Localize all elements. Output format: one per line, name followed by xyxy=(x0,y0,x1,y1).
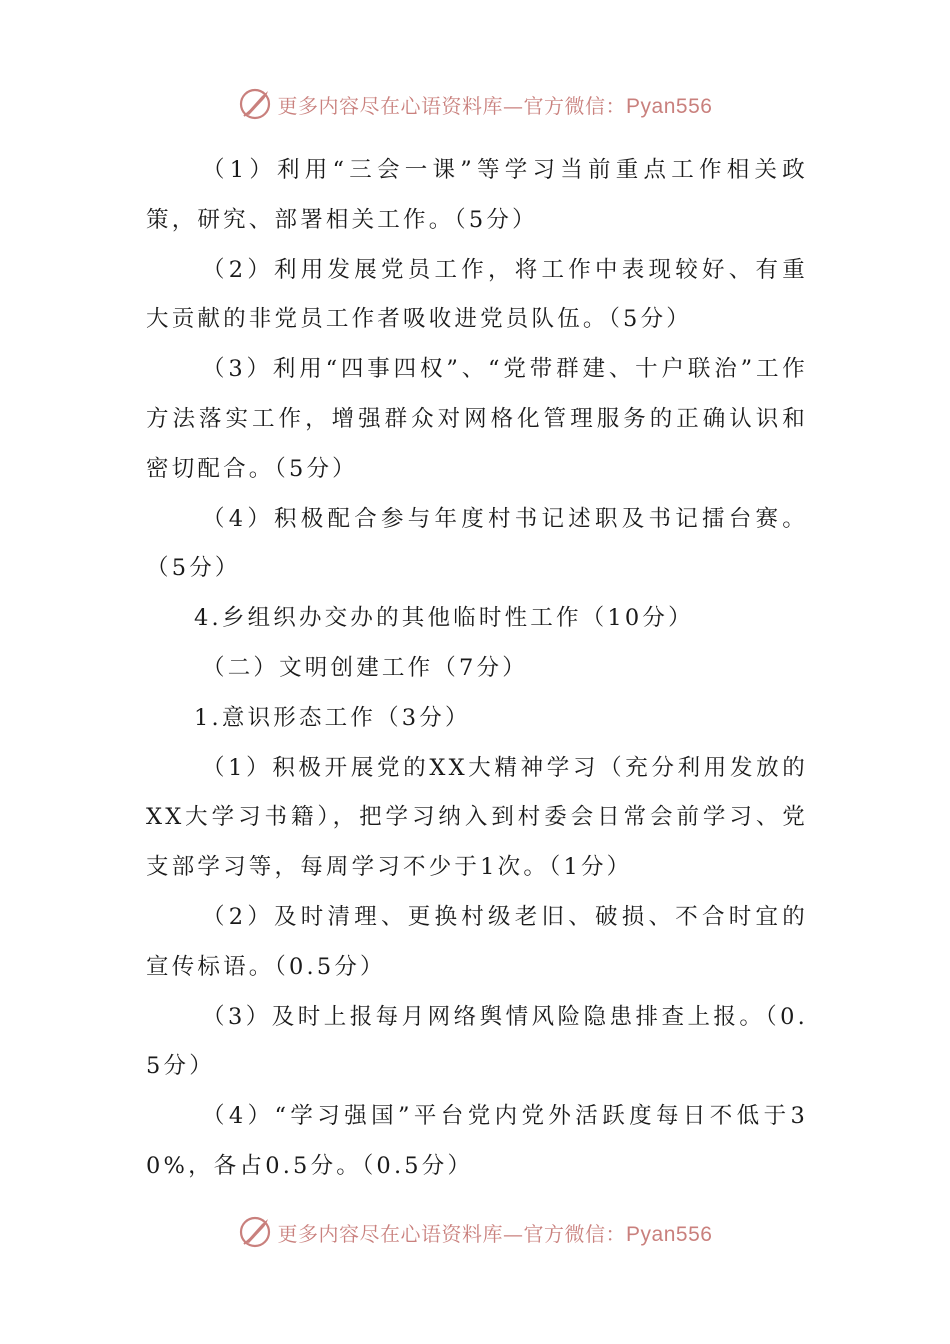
footer-text: 更多内容尽在心语资料库—官方微信：Pyan556 xyxy=(277,1221,713,1246)
document-body xyxy=(146,146,808,1192)
header-watermark xyxy=(0,82,950,126)
paragraph-1: （1）利用“三会一课”等学习当前重点工作相关政策，研究、部署相关工作。（5分） xyxy=(146,157,808,233)
quill-logo-icon xyxy=(238,87,272,121)
paragraph-7: 1.意识形态工作（3分） xyxy=(194,704,471,731)
paragraph-4: （4）积极配合参与年度村书记述职及书记擂台赛。（5分） xyxy=(146,505,808,582)
header-text: 更多内容尽在心语资料库—官方微信：Pyan556 xyxy=(277,93,713,118)
paragraph-2: （2）利用发展党员工作，将工作中表现较好、有重大贡献的非党员工作者吸收进党员队伍。（5分） xyxy=(146,256,808,333)
paragraph-11: （4）“学习强国”平台党内党外活跃度每日不低于30%，各占0.5分。（0.5分） xyxy=(146,1103,808,1179)
paragraph-9: （2）及时清理、更换村级老旧、破损、不合时宜的宣传标语。（0.5分） xyxy=(146,903,808,980)
paragraph-5: 4.乡组织办交办的其他临时性工作（10分） xyxy=(194,605,694,632)
quill-logo-icon xyxy=(238,1215,272,1249)
footer-watermark xyxy=(0,1210,950,1254)
paragraph-10: （3）及时上报每月网络舆情风险隐患排查上报。（0.5分） xyxy=(146,1003,808,1080)
paragraph-6: （二）文明创建工作（7分） xyxy=(202,654,528,681)
paragraph-8: （1）积极开展党的XX大精神学习（充分利用发放的XX大学习书籍），把学习纳入到村委会日常会前学习、党支部学习等，每周学习不少于1次。（1分） xyxy=(146,754,808,881)
paragraph-3: （3）利用“四事四权”、“党带群建、十户联治”工作方法落实工作，增强群众对网格化管理服务的正确认识和密切配合。（5分） xyxy=(146,356,808,482)
